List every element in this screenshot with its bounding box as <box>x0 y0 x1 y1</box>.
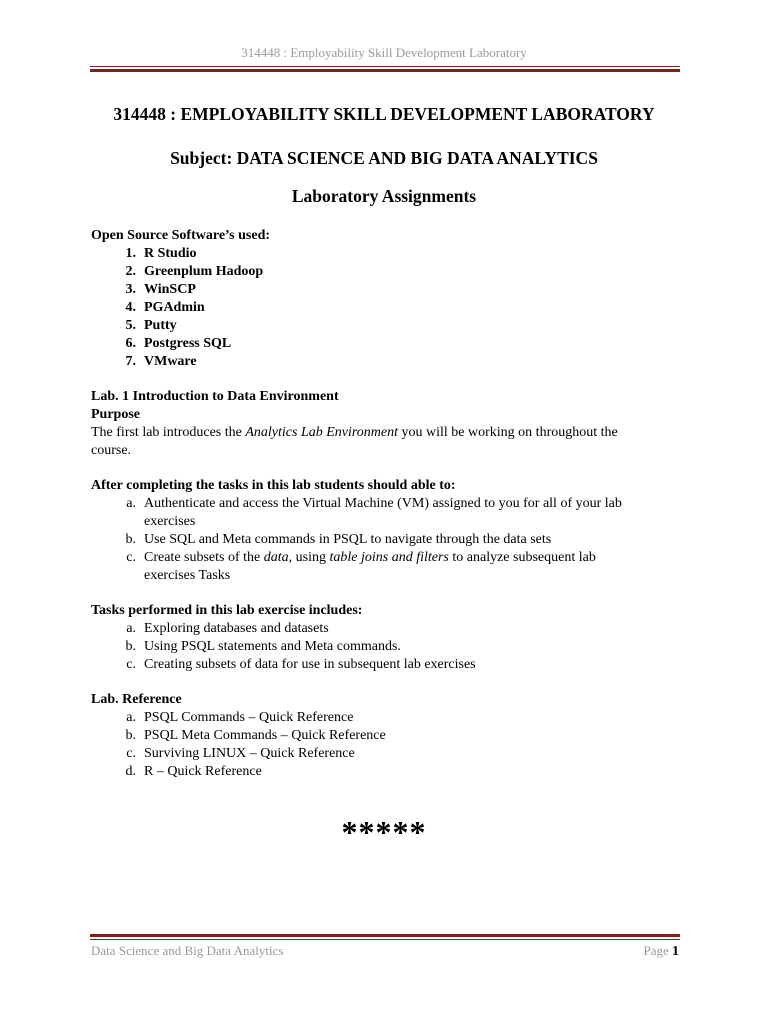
task-item: a. Exploring databases and datasets <box>126 621 329 636</box>
reference-heading: Lab. Reference <box>91 692 182 707</box>
outcome-item: c. Create subsets of the data, using table joins and filters to analyze subsequent lab exercises Tasks <box>126 550 596 583</box>
reference-item: d. R – Quick Reference <box>125 764 262 779</box>
section-title: Laboratory Assignments <box>291 186 477 206</box>
software-item: 6. Postgress SQL <box>125 336 232 351</box>
outcome-item: b. Use SQL and Meta commands in PSQL to navigate through the data sets <box>125 532 552 547</box>
purpose-text-line2: course. <box>91 443 132 458</box>
reference-item: c. Surviving LINUX – Quick Reference <box>126 746 355 761</box>
lab1-heading: Lab. 1 Introduction to Data Environment <box>91 389 339 404</box>
software-item: 5. Putty <box>125 318 177 333</box>
footer-rule-thick <box>90 934 680 937</box>
reference-item: a. PSQL Commands – Quick Reference <box>126 710 354 725</box>
course-title: 314448 : EMPLOYABILITY SKILL DEVELOPMENT LABORATORY <box>113 104 655 124</box>
section-separator: ***** <box>341 814 427 850</box>
purpose-text: The first lab introduces the Analytics Lab Environment you will be working on throughout the <box>91 425 618 440</box>
purpose-heading: Purpose <box>91 407 140 422</box>
tasks-heading: Tasks performed in this lab exercise includes: <box>91 603 363 618</box>
software-item: 3. WinSCP <box>125 282 196 297</box>
footer-rule-thin <box>90 939 680 940</box>
task-item: c. Creating subsets of data for use in subsequent lab exercises <box>126 657 476 672</box>
outcomes-heading: After completing the tasks in this lab students should able to: <box>91 478 456 493</box>
task-item: b. Using PSQL statements and Meta commands. <box>125 639 401 654</box>
running-header: 314448 : Employability Skill Development Laboratory <box>241 45 527 60</box>
subject-title: Subject: DATA SCIENCE AND BIG DATA ANALYTICS <box>170 148 598 168</box>
software-list <box>91 245 681 371</box>
software-item: 7. VMware <box>125 354 197 369</box>
software-item: 2. Greenplum Hadoop <box>125 264 264 279</box>
reference-item: b. PSQL Meta Commands – Quick Reference <box>125 728 386 743</box>
software-heading: Open Source Software’s used: <box>91 228 271 243</box>
software-item: 4. PGAdmin <box>125 300 205 315</box>
page-number: Page 1 <box>643 943 679 959</box>
outcome-item: a. Authenticate and access the Virtual Machine (VM) assigned to you for all of your lab exercises <box>126 496 622 529</box>
document-body <box>91 227 681 781</box>
footer-title: Data Science and Big Data Analytics <box>91 943 284 958</box>
header-rule-thick <box>90 69 680 72</box>
header-rule-thin <box>90 66 680 67</box>
software-item: 1. R Studio <box>125 246 197 261</box>
